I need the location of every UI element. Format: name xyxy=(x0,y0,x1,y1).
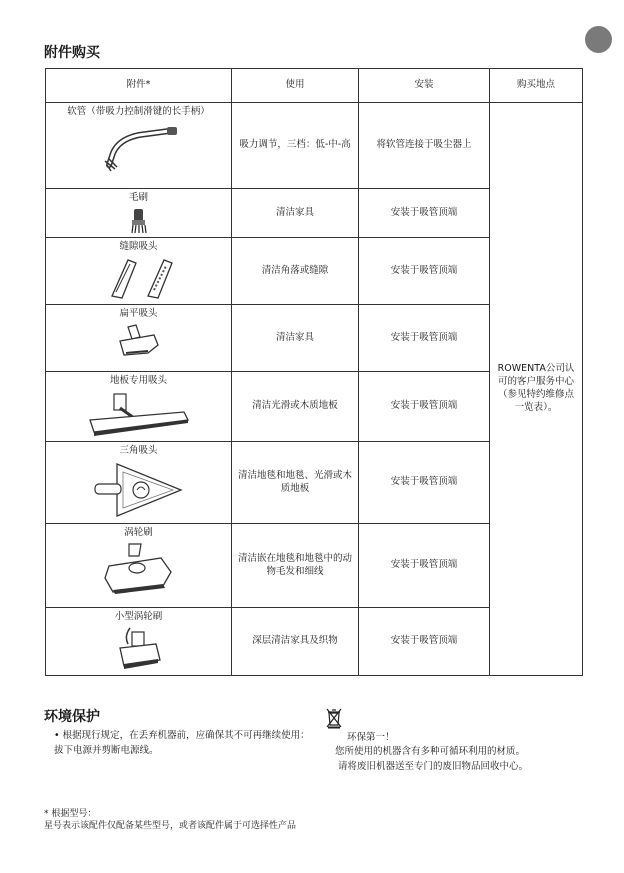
accessory-cell xyxy=(46,372,232,442)
environment-slogan: 环保第一！ xyxy=(347,732,395,743)
brush-icon xyxy=(128,207,150,235)
footnote-heading: * 根据型号： xyxy=(44,809,97,819)
accessory-cell xyxy=(46,103,232,189)
mini-turbo-brush-icon xyxy=(114,626,164,672)
accessory-name: 软管（带吸力控制滑键的长手柄） xyxy=(67,106,210,117)
crevice-nozzle-icon xyxy=(94,256,184,300)
use-cell: 清洁家具 xyxy=(232,189,359,238)
accessory-cell xyxy=(46,305,232,372)
accessory-name: 毛刷 xyxy=(128,192,148,203)
accessory-cell xyxy=(46,608,232,676)
environment-title: 环境保护 xyxy=(44,709,100,725)
install-cell: 安装于吸管顶端 xyxy=(359,442,490,524)
environment-line-2: 请将废旧机器送至专门的废旧物品回收中心。 xyxy=(338,761,529,772)
crossed-bin-icon xyxy=(325,707,343,729)
accessory-name: 地板专用吸头 xyxy=(109,375,167,386)
install-cell: 安装于吸管顶端 xyxy=(359,608,490,676)
environment-line-1: 您所使用的机器含有多种可循环利用的材质。 xyxy=(335,746,526,757)
triangle-nozzle-icon xyxy=(89,460,189,520)
accessory-cell xyxy=(46,524,232,608)
purchase-location-cell: ROWENTA公司认可的客户服务中心（参见特约维修点一览表）。 xyxy=(490,103,583,676)
floor-nozzle-icon xyxy=(84,390,194,440)
accessory-name: 缝隙吸头 xyxy=(119,241,158,252)
page-title: 附件购买 xyxy=(44,45,100,61)
table-header-row xyxy=(46,69,583,103)
flat-nozzle-icon xyxy=(114,323,164,363)
accessory-name: 扁平吸头 xyxy=(119,308,158,319)
accessory-cell xyxy=(46,189,232,238)
accessory-name: 小型涡轮刷 xyxy=(114,611,163,622)
page-marker-circle xyxy=(585,26,612,53)
turbo-brush-icon xyxy=(99,542,179,598)
header-use: 使用 xyxy=(232,69,359,103)
use-cell: 清洁嵌在地毯和地毯中的动物毛发和细线 xyxy=(232,524,359,608)
footnote-text: 星号表示该配件仅配备某些型号，或者该配件属于可选择性产品 xyxy=(44,821,297,831)
header-install: 安装 xyxy=(359,69,490,103)
table-row xyxy=(46,103,583,189)
use-cell: 清洁家具 xyxy=(232,305,359,372)
install-cell: 安装于吸管顶端 xyxy=(359,189,490,238)
header-accessory: 附件* xyxy=(46,69,232,103)
install-cell: 安装于吸管顶端 xyxy=(359,372,490,442)
use-cell: 清洁角落或缝隙 xyxy=(232,238,359,305)
header-purchase: 购买地点 xyxy=(490,69,583,103)
hose-icon xyxy=(99,121,179,173)
accessory-name: 三角吸头 xyxy=(119,445,158,456)
use-cell: 清洁光滑或木质地板 xyxy=(232,372,359,442)
accessory-cell xyxy=(46,442,232,524)
use-cell: 深层清洁家具及织物 xyxy=(232,608,359,676)
install-cell: 安装于吸管顶端 xyxy=(359,305,490,372)
use-cell: 清洁地毯和地毯、光滑或木质地板 xyxy=(232,442,359,524)
install-cell: 将软管连接于吸尘器上 xyxy=(359,103,490,189)
accessories-table xyxy=(45,68,583,676)
accessory-name: 涡轮刷 xyxy=(124,527,153,538)
accessory-cell xyxy=(46,238,232,305)
use-cell: 吸力调节，三档：低-中-高 xyxy=(232,103,359,189)
install-cell: 安装于吸管顶端 xyxy=(359,524,490,608)
install-cell: 安装于吸管顶端 xyxy=(359,238,490,305)
disposal-instruction: • 根据现行规定，在丢弃机器前，应确保其不可再继续使用：拔下电源并剪断电源线。 xyxy=(54,730,310,756)
